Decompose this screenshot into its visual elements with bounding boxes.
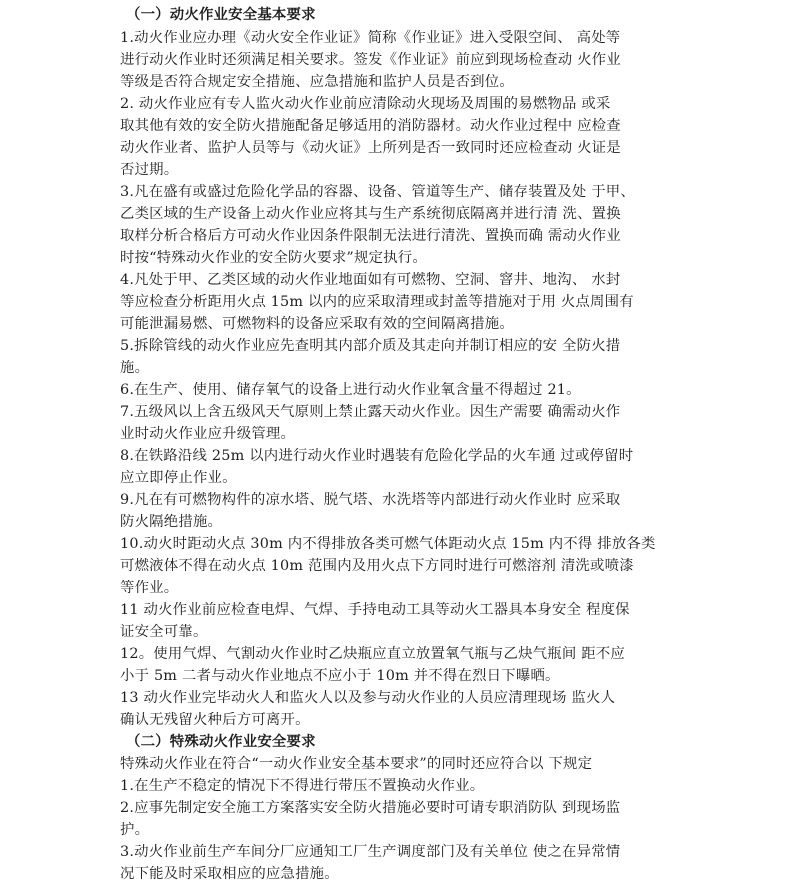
text-line: 小于 5m 二者与动火作业地点不应小于 10m 并不得在烈日下曝晒。 [120,668,560,684]
text-line: 取其他有效的安全防火措施配备足够适用的消防器材。动火作业过程中 应检查 [120,118,621,134]
text-line: 等应检查分析距用火点 15m 以内的应采取清理或封盖等措施对于用 火点周围有 [120,294,634,310]
text-line: 2.应事先制定安全施工方案落实安全防火措施必要时可请专职消防队 到现场监 [120,800,621,816]
text-line: 乙类区域的生产设备上动火作业应将其与生产系统彻底隔离并进行清 洗、置换 [120,206,621,222]
text-line: 确认无残留火种后方可离开。 [120,712,310,728]
text-line: 防火隔绝措施。 [120,514,223,530]
text-line: 应立即停止作业。 [120,470,237,486]
text-line: 业时动火作业应升级管理。 [120,426,296,442]
text-line: 时按“特殊动火作业的安全防火要求”规定执行。 [120,250,427,266]
text-line: 况下能及时采取相应的应急措施。 [120,866,339,882]
text-line: 11 动火作业前应检查电焊、气焊、手持电动工具等动火工器具本身安全 程度保 [120,602,630,618]
text-line: 1.在生产不稳定的情况下不得进行带压不置换动火作业。 [120,778,485,794]
text-line: 12。使用气焊、气割动火作业时乙炔瓶应直立放置氧气瓶与乙炔气瓶间 距不应 [120,646,625,662]
text-line: 进行动火作业时还须满足相关要求。签发《作业证》前应到现场检查动 火作业 [120,52,621,68]
text-line: 9.凡在有可燃物构件的凉水塔、脱气塔、水洗塔等内部进行动火作业时 应采取 [120,492,621,508]
text-line: 动火作业者、监护人员等与《动火证》上所列是否一致同时还应检查动 火证是 [120,140,621,156]
section-heading-basic: （一）动火作业安全基本要求 [126,7,316,23]
text-line: 4.凡处于甲、乙类区域的动火作业地面如有可燃物、空洞、窨井、地沟、 水封 [120,272,621,288]
document-page [120,0,680,883]
text-line: 3.凡在盛有或盛过危险化学品的容器、设备、管道等生产、储存装置及处 于甲、 [120,184,635,200]
text-line: 13 动火作业完毕动火人和监火人以及参与动火作业的人员应清理现场 监火人 [120,690,616,706]
text-line: 特殊动火作业在符合“一动火作业安全基本要求”的同时还应符合以 下规定 [120,756,593,772]
section-heading-special: （二）特殊动火作业安全要求 [126,734,316,750]
text-line: 可燃液体不得在动火点 10m 范围内及用火点下方同时进行可燃溶剂 清洗或喷漆 [120,558,634,574]
text-line: 5.拆除管线的动火作业应先查明其内部介质及其走向并制订相应的安 全防火措 [120,338,621,354]
text-line: 2. 动火作业应有专人监火动火作业前应清除动火现场及周围的易燃物品 或采 [120,96,611,112]
text-line: 等作业。 [120,580,179,596]
text-line: 7.五级风以上含五级风天气原则上禁止露天动火作业。因生产需要 确需动火作 [120,404,621,420]
text-line: 等级是否符合规定安全措施、应急措施和监护人员是否到位。 [120,74,514,90]
text-line: 取样分析合格后方可动火作业因条件限制无法进行清洗、置换而确 需动火作业 [120,228,621,244]
text-line: 1.动火作业应办理《动火安全作业证》简称《作业证》进入受限空间、 高处等 [120,30,621,46]
text-line: 6.在生产、使用、储存氧气的设备上进行动火作业氧含量不得超过 21。 [120,382,581,398]
text-line: 可能泄漏易燃、可燃物料的设备应采取有效的空间隔离措施。 [120,316,514,332]
text-line: 证安全可靠。 [120,624,208,640]
text-line: 护。 [120,822,150,838]
text-line: 10.动火时距动火点 30m 内不得排放各类可燃气体距动火点 15m 内不得 排放各类 [120,536,656,552]
text-line: 否过期。 [120,162,179,178]
text-line: 施。 [120,360,150,376]
text-line: 8.在铁路沿线 25m 以内进行动火作业时遇装有危险化学品的火车通 过或停留时 [120,448,634,464]
text-line: 3.动火作业前生产车间分厂应通知工厂生产调度部门及有关单位 使之在异常情 [120,844,621,860]
